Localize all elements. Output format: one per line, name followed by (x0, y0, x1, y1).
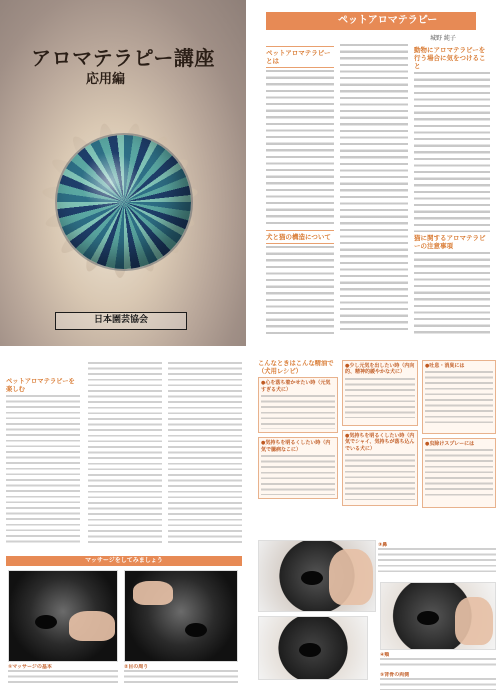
massage-section-bar: マッサージをしてみましょう (6, 556, 242, 566)
mosaic-sphere-image (57, 135, 191, 269)
recipe-subheading: ●気持ちを明るくしたい時（内気で臆病なこに） (261, 440, 331, 453)
recipe-box (342, 360, 418, 426)
body-text-block (414, 72, 490, 232)
section-heading: ペットアロマテラピーを楽しむ (6, 378, 75, 393)
recipe-column-1 (258, 360, 338, 540)
article-column-1 (266, 44, 334, 334)
recipe-subheading: ●気持ちを明るくしたい時（内気でシャイ、気持ちが落ち込んでいる犬に） (345, 433, 415, 452)
dog-photo-eye-area (124, 570, 238, 662)
body-text-block (266, 246, 334, 334)
bottom-column-1 (6, 378, 80, 546)
body-text-block (88, 362, 162, 546)
recipe-subheading: ●吐息・消臭には (425, 363, 465, 369)
bottom-column-3 (168, 362, 242, 546)
article-column-3 (414, 44, 490, 334)
recipe-box (422, 438, 496, 508)
section-heading: ペットアロマテラピーとは (266, 46, 334, 68)
recipe-text (261, 395, 335, 429)
cover-panel (0, 0, 246, 346)
cover-subtitle: 応用編 (86, 72, 126, 87)
caption-cheek: ④頬 (380, 652, 496, 670)
caption-back: ⑤背骨の両側 (380, 672, 496, 692)
body-text-block (340, 44, 408, 334)
article-column-2 (340, 44, 408, 334)
bottom-column-2 (88, 362, 162, 546)
section-heading: 犬と猫の構造について (266, 230, 334, 244)
recipe-text (425, 449, 493, 499)
body-text-block (6, 395, 80, 545)
recipe-subheading: ●少し元気を出したい時（内向的、精神的緩やかな犬に） (345, 363, 415, 376)
article-header: ペットアロマテラピー (266, 12, 476, 30)
cover-title: アロマテラピー講座 (31, 46, 215, 70)
dog-photo-cheek (380, 582, 496, 650)
publisher-logo: 日本園芸協会 (55, 312, 187, 330)
dog-photo-back (258, 616, 368, 680)
author-name: 城野 純子 (430, 35, 456, 42)
caption-nose: ③鼻 (378, 542, 496, 578)
recipe-text (345, 378, 415, 418)
recipe-text (425, 371, 493, 427)
bottom-spread (0, 350, 500, 693)
section-heading: 猫に関するアロマテラピーの注意事項 (414, 234, 486, 250)
recipe-subheading: ●心を落ち着かせたい時（元気すぎる犬に） (261, 380, 331, 393)
recipe-subheading: ●虫除けスプレーには (425, 441, 475, 447)
recipe-box (258, 437, 338, 499)
article-page (252, 0, 500, 346)
recipe-text (345, 454, 415, 500)
dog-photo-nose (258, 540, 376, 612)
caption-eye-area: ②目の周り (124, 664, 238, 690)
recipe-heading: こんなときはこんな精油で（犬用レシピ） (258, 360, 334, 375)
caption-massage-basic: ①マッサージの基本 (8, 664, 118, 690)
dog-photo-massage-basic (8, 570, 118, 662)
recipe-box (422, 360, 496, 434)
recipe-text (261, 455, 335, 495)
recipe-box (258, 377, 338, 433)
body-text-block (168, 362, 242, 546)
recipe-column-3 (422, 360, 496, 540)
recipe-column-2 (342, 360, 418, 540)
section-heading: 動物にアロマテラピーを行う場合に気をつけること (414, 46, 486, 70)
recipe-box (342, 430, 418, 506)
body-text-block (266, 70, 334, 228)
body-text-block (414, 252, 490, 334)
